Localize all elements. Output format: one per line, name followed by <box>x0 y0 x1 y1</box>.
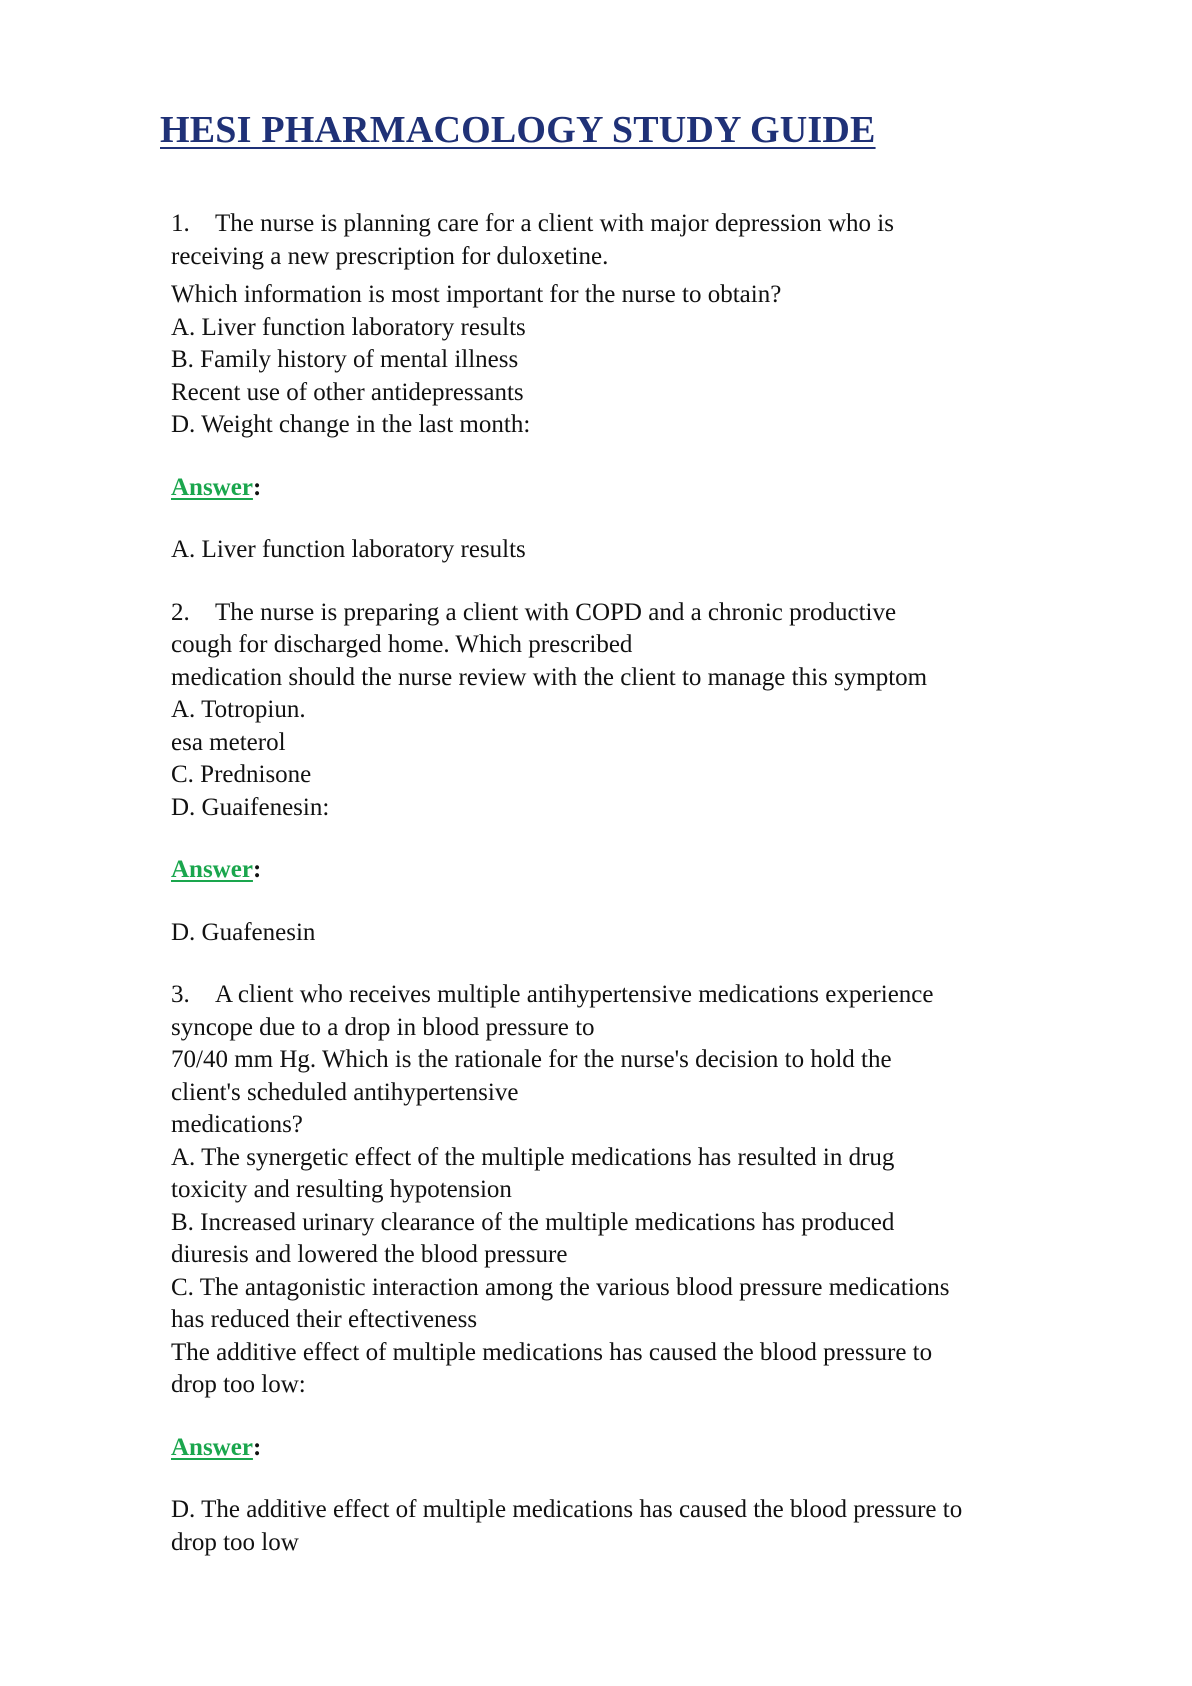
question-block <box>171 979 1071 1559</box>
question-number: 1. <box>171 210 190 237</box>
question-list <box>171 208 1071 1559</box>
option-line: has reduced their eftectiveness <box>171 1306 478 1333</box>
question-line: receiving a new prescription for duloxetine. <box>171 242 609 270</box>
option-line: C. Prednisone <box>171 761 312 788</box>
question-line: syncope due to a drop in blood pressure to <box>171 1013 595 1041</box>
answer-heading <box>171 854 1071 887</box>
question-block <box>171 208 1071 567</box>
answer-label: Answer <box>171 1433 253 1461</box>
option-line: D. Guaifenesin: <box>171 793 330 821</box>
question-line: medications? <box>171 1111 303 1138</box>
option-line: esa meterol <box>171 728 286 756</box>
answer-label: Answer <box>171 856 253 883</box>
option-line: A. Totropiun. <box>171 696 306 723</box>
question-number: 2. <box>171 598 190 626</box>
option-line: C. The antagonistic interaction among the various blood pressure medications <box>171 1273 950 1301</box>
answer-colon: : <box>252 1433 262 1461</box>
answer-text: A. Liver function laboratory results <box>171 536 526 563</box>
answer-text: D. The additive effect of multiple medications has caused the blood pressure to <box>171 1496 963 1523</box>
answer-label: Answer <box>171 473 253 501</box>
answer-colon: : <box>252 473 262 501</box>
option-line: B. Family history of mental illness <box>171 346 519 373</box>
question-text: A client who receives multiple antihypertensive medications experience <box>215 981 934 1008</box>
answer-text: D. Guafenesin <box>171 918 316 946</box>
question-line <box>171 597 1071 630</box>
answer-colon: : <box>252 856 262 883</box>
option-line: A. The synergetic effect of the multiple medications has resulted in drug <box>171 1143 895 1171</box>
question-block <box>171 597 1071 950</box>
question-line: cough for discharged home. Which prescribed <box>171 631 633 658</box>
option-line: The additive effect of multiple medications has caused the blood pressure to <box>171 1338 933 1366</box>
option-line: toxicity and resulting hypotension <box>171 1176 512 1203</box>
option-line: B. Increased urinary clearance of the multiple medications has produced <box>171 1208 895 1236</box>
document-title: HESI PHARMACOLOGY STUDY GUIDE <box>160 109 876 151</box>
question-line: Which information is most important for the nurse to obtain? <box>171 281 782 308</box>
question-text: The nurse is planning care for a client with major depression who is <box>215 210 894 237</box>
question-line <box>171 979 1071 1012</box>
option-line: drop too low: <box>171 1371 306 1398</box>
question-number: 3. <box>171 981 190 1008</box>
option-line: A. Liver function laboratory results <box>171 313 526 341</box>
question-line <box>171 208 1071 241</box>
option-line: Recent use of other antidepressants <box>171 378 524 406</box>
question-line: client's scheduled antihypertensive <box>171 1078 519 1106</box>
question-line: 70/40 mm Hg. Which is the rationale for the nurse's decision to hold the <box>171 1046 892 1073</box>
answer-heading <box>171 1432 1071 1465</box>
answer-text: drop too low <box>171 1528 299 1556</box>
option-line: diuresis and lowered the blood pressure <box>171 1241 568 1268</box>
question-text: The nurse is preparing a client with COPD and a chronic productive <box>215 598 897 626</box>
option-line: D. Weight change in the last month: <box>171 411 531 438</box>
question-line: medication should the nurse review with the client to manage this symptom <box>171 663 928 691</box>
answer-heading <box>171 472 1071 505</box>
